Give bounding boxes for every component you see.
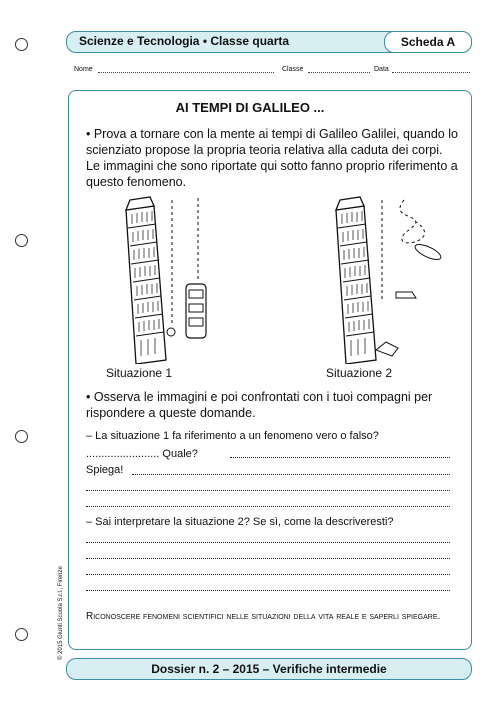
answer-line[interactable] [132,474,450,475]
caption-situazione-2: Situazione 2 [326,366,393,380]
question-1: – La situazione 1 fa riferimento a un fenomeno vero o falso? [86,430,379,442]
instruction-text: • Osserva le immagini e poi confrontati con i tuoi compagni per rispondere a queste domande. [86,390,433,420]
data-label: Data [374,66,389,73]
spiega-label: Spiega! [86,464,124,476]
caption-situazione-1: Situazione 1 [106,366,173,380]
learning-objective: Riconoscere fenomeni scientifici nelle situazioni della vita reale e saperli spiegare. [86,611,441,622]
subject-title: Scienze e Tecnologia • Classe quarta [79,34,290,48]
answer-line[interactable] [86,506,450,507]
binder-hole [15,38,28,51]
binder-hole [15,234,28,247]
footer-bar: Dossier n. 2 – 2015 – Verifiche intermedie [66,658,472,680]
nome-field[interactable] [98,66,274,73]
answer-line[interactable] [86,558,450,559]
classe-label: Classe [282,66,304,73]
illustration [86,192,456,364]
answer-line[interactable] [86,490,450,491]
answer-line[interactable] [230,457,450,458]
answer-line[interactable] [86,590,450,591]
answer-line[interactable] [86,542,450,543]
classe-field[interactable] [308,66,370,73]
data-field[interactable] [392,66,470,73]
question-1-quale: ........................ Quale? [86,448,198,460]
question-2: – Sai interpretare la situazione 2? Se sì, come la descriveresti? [86,516,394,528]
copyright: © 2015 Giunti Scuola S.r.l., Firenze [58,566,64,660]
answer-line[interactable] [86,574,450,575]
binder-hole [15,628,28,641]
binder-hole [15,430,28,443]
intro-text: • Prova a tornare con la mente ai tempi di Galileo Galilei, quando lo scienziato propose la propria teoria relativa alla caduta dei corpi. Le immagini che sono riportate qui sotto fanno proprio riferimento a questo fenomeno. [86,127,458,189]
page-title: AI TEMPI DI GALILEO ... [175,100,325,115]
scheda-badge: Scheda A [384,31,472,53]
header-bar [66,31,472,53]
nome-label: Nome [74,66,93,73]
